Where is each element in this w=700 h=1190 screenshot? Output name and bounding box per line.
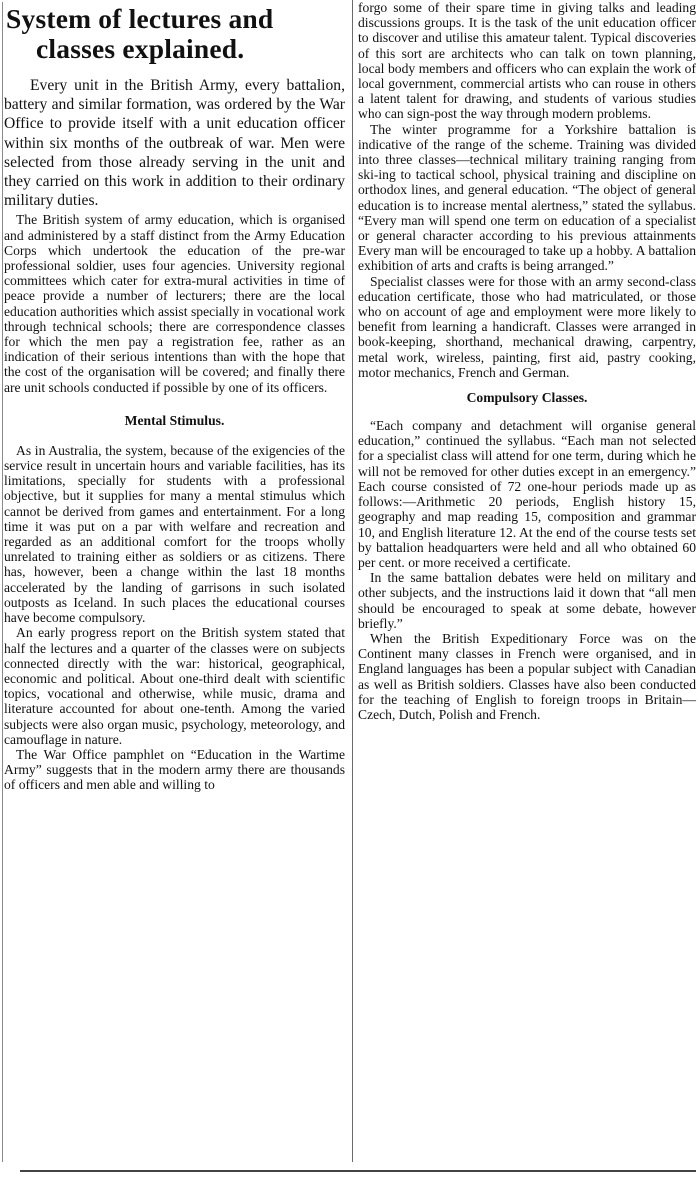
left-edge-rule	[2, 2, 3, 1162]
lead-paragraph: Every unit in the British Army, every battalion, battery and similar formation, was ordered by the War Office to provide itself with a unit education officer within six months of the outbreak of war. Men were selected from those already serving in the unit and they carried on this work in addition to their ordinary military duties.	[4, 77, 345, 210]
body-paragraph: The winter programme for a Yorkshire battalion is indicative of the range of the scheme. Training was divided into three classes—technical military training ranging from ski-ing to tactical school, physical training and discipline on orthodox lines, and general education. “The object of general education is to increase mental alertness,” stated the syllabus. “Every man will spend one term on education of a specialist or general character according to his previous attainments Every man will be encouraged to take up a hobby. A battalion exhibition of arts and crafts is being arranged.”	[358, 121, 696, 274]
body-paragraph: In the same battalion debates were held on military and other subjects, and the instructions laid it down that “all men should be encouraged to speak at some debate, however briefly.”	[358, 570, 696, 631]
body-paragraph: An early progress report on the British system stated that half the lectures and a quarter of the classes were on subjects connected directly with the war: historical, geographical, economic and political. About one-third dealt with scientific topics, vocational and otherwise, while music, drama and literature accounted for about one-tenth. Among the varied subjects were also organ music, psychology, meteorology, and camouflage in nature.	[4, 625, 345, 747]
body-paragraph: The War Office pamphlet on “Education in the Wartime Army” suggests that in the modern army there are thousands of officers and men able and willing to	[4, 746, 345, 793]
body-paragraph: “Each company and detachment will organise general education,” continued the syllabus. “Each man not selected for a specialist class will attend for one term, during which he will not be removed for other duties except in an emergency.” Each course consisted of 72 one-hour periods made up as follows:—Arithmetic 20 periods, English history 15, geography and map reading 15, composition and grammar 10, and English literature 12. At the end of the course tests set by battalion headquarters were held and all who obtained 60 per cent. or more received a certificate.	[358, 418, 696, 570]
column-divider	[352, 0, 353, 1162]
body-paragraph: Specialist classes were for those with an army second-class education certificate, those who had matriculated, or those who on account of age and employment were more likely to benefit from learning a handicraft. Classes were arranged in book-keeping, shorthand, mechanical drawing, carpentry, metal work, wireless, painting, first aid, pastry cooking, motor mechanics, French and German.	[358, 273, 696, 380]
bottom-rule	[20, 1170, 696, 1172]
body-paragraph: The British system of army education, which is organised and administered by a staff distinct from the Army Education Corps which undertook the education of the pre-war professional soldier, uses four agencies. University regional committees which cater for extra-mural activities in time of peace provide a number of lecturers; there are the local education authorities which assist specially in vocational work through technical schools; there are correspondence classes for which the men pay a registration fee, rather as an indication of their serious intentions than with the hope that the cost of the organisation will be covered; and finally there are unit schools conducted if possible by one of its officers.	[4, 212, 345, 395]
article-headline	[6, 4, 345, 64]
left-column	[4, 0, 347, 793]
right-column	[358, 0, 696, 722]
body-paragraph: When the British Expeditionary Force was on the Continent many classes in French were organised, and in England languages has been a popular subject with Canadian as well as British soldiers. Classes have also been conducted for the teaching of English to foreign troops in Britain—Czech, Dutch, Polish and French.	[358, 630, 696, 722]
headline-line-1: System of lectures and	[6, 3, 274, 34]
subheading-mental-stimulus: Mental Stimulus.	[124, 412, 225, 428]
subheading-compulsory-classes: Compulsory Classes.	[466, 390, 588, 406]
headline-line-2: classes explained.	[36, 33, 245, 64]
continued-paragraph: forgo some of their spare time in giving talks and leading discussions groups. It is the task of the unit education officer to discover and utilise this amateur talent. Typical discoveries of this sort are architects who can talk on town planning, local body members and officers who can explain the work of local government, commercial artists who can rouse in others a latent talent for drawing, and students of various studies who can sign-post the way through modern problems.	[358, 0, 696, 122]
body-paragraph: As in Australia, the system, because of the exigencies of the service result in uncertain hours and variable facilities, has its limitations, specially for students with a professional objective, but it supplies for many a mental stimulus which cannot be derived from games and entertainment. For a long time it was put on a par with welfare and recreation and regarded as an additional comfort for the troops wholly unrelated to training either as soldiers or as citizens. There has, however, been a change within the last 18 months accelerated by the landing of garrisons in such isolated outposts as Iceland. In such places the educational courses have become compulsory.	[4, 442, 345, 626]
